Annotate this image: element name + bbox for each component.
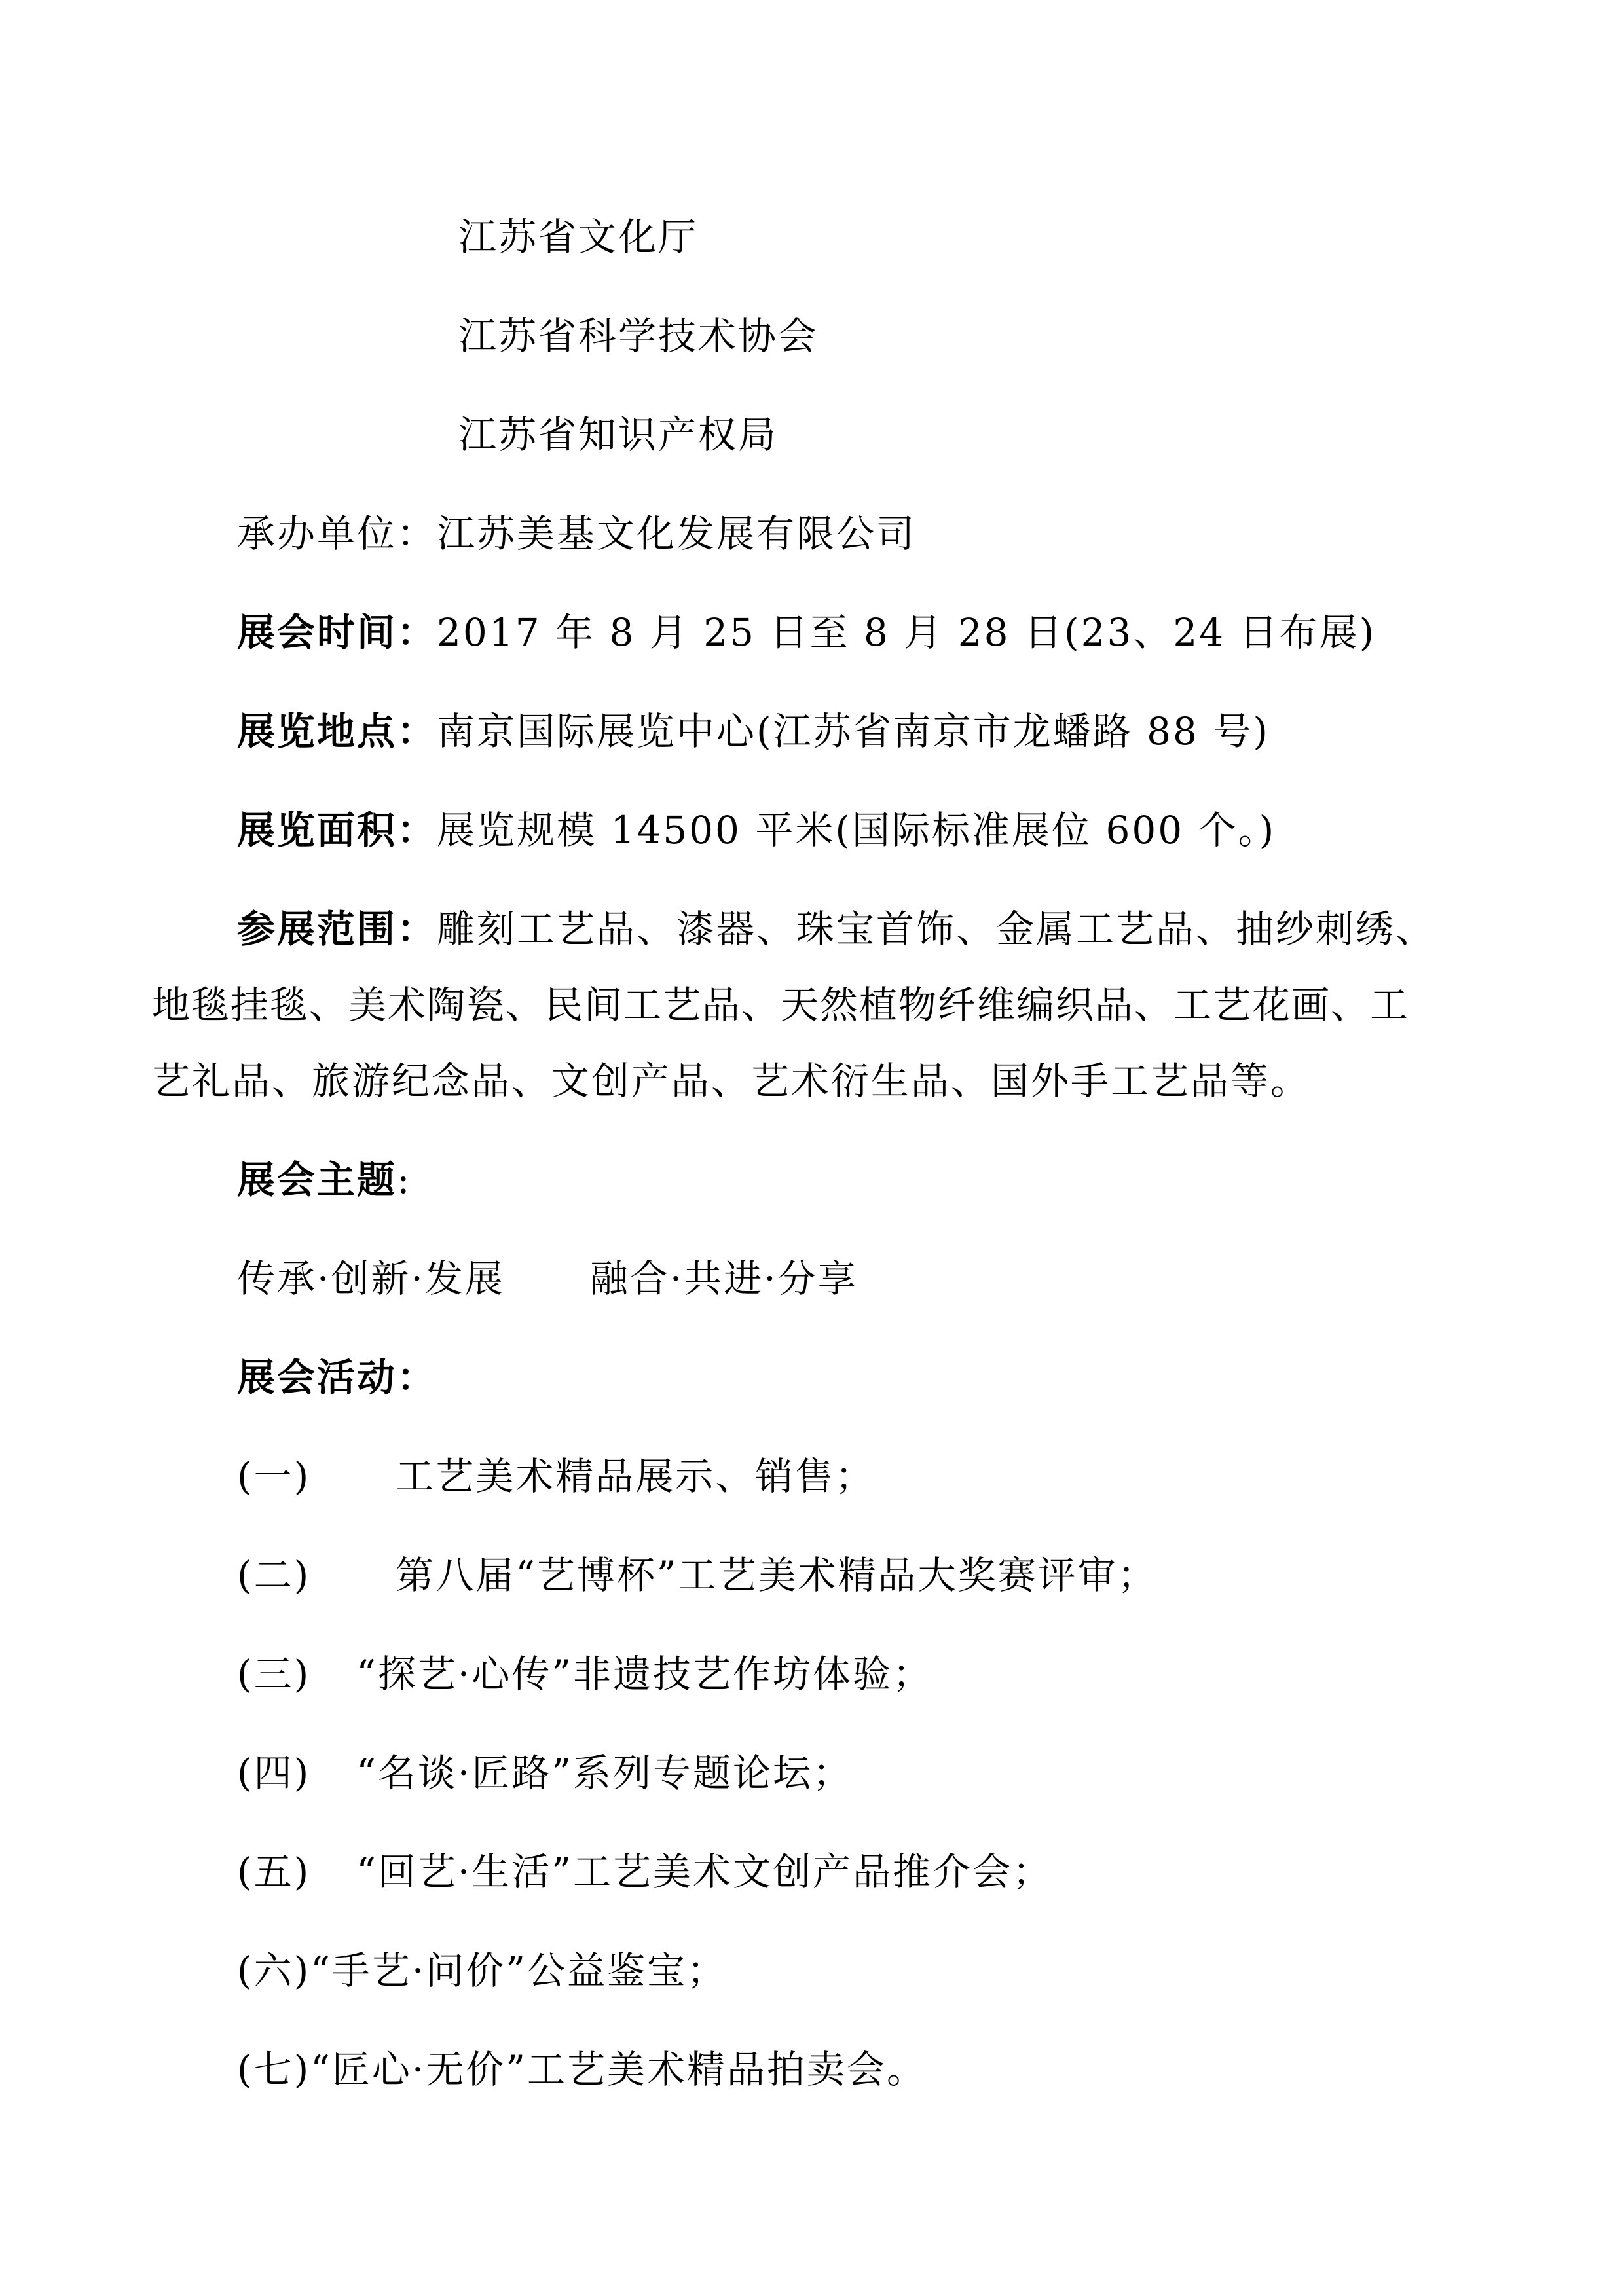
activity-text: 工艺美术精品展示、销售； [396,1454,876,1499]
activity-item [237,1849,1052,1895]
scope-line-1 [237,906,1435,952]
undertaker-label: 承办单位： [237,511,437,556]
organizer-3: 江苏省知识产权局 [458,412,779,457]
activity-num: (七) [237,2047,311,2092]
area-label: 展览面积： [237,808,437,852]
time-label: 展会时间： [237,610,437,655]
time-value: 2017 年 8 月 25 日至 8 月 28 日(23、24 日布展) [437,610,1376,655]
activity-num: (一) [237,1454,311,1499]
theme-line [237,1157,412,1203]
organizer-2: 江苏省科学技术协会 [458,314,819,358]
activity-item [237,1453,875,1499]
activity-num: (二) [237,1553,311,1597]
location-line [237,708,1270,754]
activity-num: (四) [237,1751,311,1795]
theme-content [237,1256,858,1302]
activity-item [237,1552,1158,1598]
theme-colon: : [397,1157,412,1202]
activity-text: “手艺·问价”公益鉴宝； [310,1948,728,1993]
theme-part-1: 传承·创新·发展 [237,1256,505,1301]
activity-item [237,1651,932,1697]
scope-line-2: 地毯挂毯、美术陶瓷、民间工艺品、天然植物纤维编织品、工艺花画、工 [152,983,1410,1027]
activities-label: 展会活动： [237,1355,437,1400]
activity-text: “名谈·匠路”系列专题论坛； [356,1751,853,1795]
activity-item [237,1948,727,1994]
activity-text: “回艺·生活”工艺美术文创产品推介会； [356,1850,1053,1894]
activity-num: (三) [237,1652,311,1696]
activity-text: “匠心·无价”工艺美术精品拍卖会。 [310,2047,927,2092]
location-value: 南京国际展览中心(江苏省南京市龙蟠路 88 号) [437,709,1270,754]
theme-part-2: 融合·共进·分享 [589,1256,858,1301]
area-value: 展览规模 14500 平米(国际标准展位 600 个。) [437,808,1276,852]
area-line [237,807,1276,853]
activity-text: “探艺·心传”非遗技艺作坊体验； [356,1652,933,1696]
organizer-1: 江苏省文化厅 [458,215,699,259]
scope-text-1: 雕刻工艺品、漆器、珠宝首饰、金属工艺品、抽纱刺绣、 [437,907,1436,951]
activities-heading [237,1355,437,1400]
activity-num: (六) [237,1948,311,1993]
undertaker-line [237,511,916,556]
scope-line-3: 艺礼品、旅游纪念品、文创产品、艺术衍生品、国外手工艺品等。 [152,1059,1311,1103]
activity-item [237,2047,927,2092]
activity-text: 第八届“艺博杯”工艺美术精品大奖赛评审； [396,1553,1158,1597]
activity-item [237,1750,853,1796]
activity-num: (五) [237,1850,311,1894]
time-line [237,610,1376,655]
scope-label: 参展范围： [237,907,437,951]
location-label: 展览地点： [237,709,437,754]
theme-label: 展会主题 [237,1157,397,1202]
undertaker-value: 江苏美基文化发展有限公司 [437,511,917,556]
